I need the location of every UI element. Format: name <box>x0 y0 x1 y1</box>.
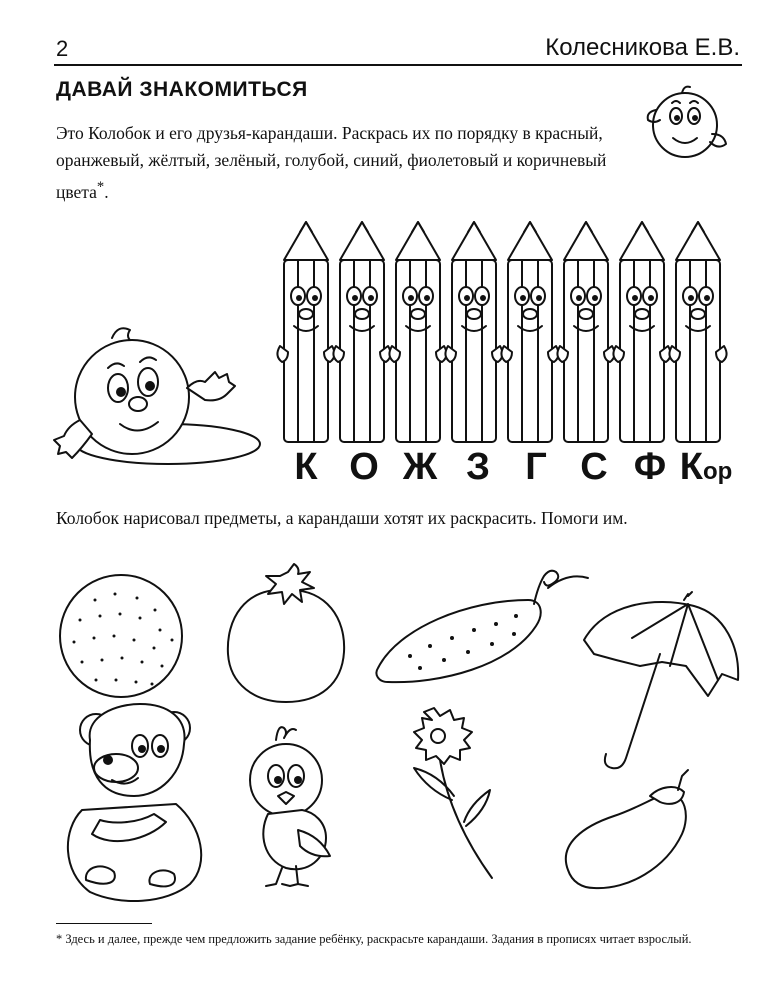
author-name: Колесникова Е.В. <box>545 34 740 61</box>
pencil-letter-7: Ф <box>633 446 667 488</box>
kolobok-icon <box>54 328 260 464</box>
pencil-letter-1: К <box>294 446 318 488</box>
umbrella-icon <box>584 592 738 768</box>
pencil-8-icon <box>669 222 726 442</box>
cucumber-icon <box>376 571 588 682</box>
footnote-text: * Здесь и далее, прежде чем предложить задание ребёнку, раскрасьте карандаши. Задания в прописях читает взрослый. <box>56 932 692 946</box>
eggplant-icon <box>566 770 688 888</box>
bear-icon <box>68 704 201 901</box>
pencils-group <box>277 222 726 442</box>
pencil-letter-3: Ж <box>402 446 438 488</box>
pencil-letter-4: З <box>466 446 490 488</box>
intro-body: Это Колобок и его друзья-карандаши. Раскрась их по порядку в красный, оранжевый, жёлтый, зелёный, голубой, синий, фиолетовый и коричневый цвета <box>56 123 607 202</box>
small-kolobok-icon <box>648 87 726 157</box>
cornflower-icon <box>414 708 492 878</box>
page-number: 2 <box>56 36 69 61</box>
pencil-1-icon <box>277 222 334 442</box>
tomato-icon <box>228 564 344 702</box>
pencil-7-icon <box>613 222 670 442</box>
pencil-6-icon <box>557 222 614 442</box>
pencil-letter-8-sub: ор <box>702 458 733 485</box>
pencil-letters-row <box>286 445 746 495</box>
pencil-3-icon <box>389 222 446 442</box>
footnote-mark: * <box>96 179 105 195</box>
task-instruction: Колобок нарисовал предметы, а карандаши хотят их раскрасить. Помоги им. <box>56 508 628 528</box>
chick-icon <box>250 727 330 886</box>
footnote-rule <box>56 923 152 924</box>
pencil-letter-8-main: К <box>679 446 703 488</box>
pencil-letter-8 <box>666 445 746 494</box>
pencil-4-icon <box>445 222 502 442</box>
intro-text: Это Колобок и его друзья-карандаши. Раскрась их по порядку в красный, оранжевый, жёлтый, зелёный, голубой, синий, фиолетовый и коричневый цвета*. <box>56 123 607 202</box>
page-title: ДАВАЙ ЗНАКОМИТЬСЯ <box>56 78 308 101</box>
pencil-letter-2: О <box>349 446 379 488</box>
pencil-2-icon <box>333 222 390 442</box>
pencil-letter-5: Г <box>525 446 547 488</box>
pencil-5-icon <box>501 222 558 442</box>
orange-icon <box>60 575 182 697</box>
pencil-letter-6: С <box>580 446 608 488</box>
